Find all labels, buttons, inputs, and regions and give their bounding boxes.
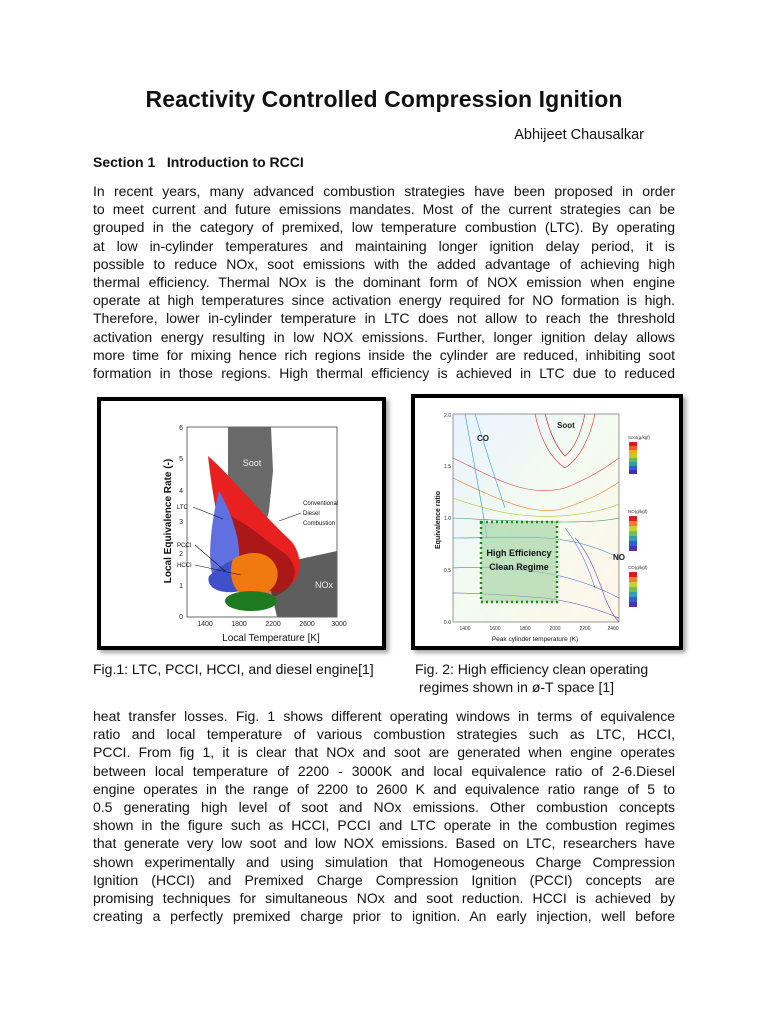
- text-line: ratio and local temperature of various combustion strategies such as LTC, HCCI,: [93, 726, 675, 743]
- x-tick: 2200: [579, 626, 591, 632]
- x-tick: 1400: [459, 626, 471, 632]
- green-region: [225, 591, 277, 611]
- x-tick: 2400: [607, 626, 619, 632]
- figure-2-plot: [415, 398, 679, 646]
- y-tick: 0.0: [444, 620, 451, 626]
- soot-label: Soot: [242, 458, 262, 468]
- document-title: Reactivity Controlled Compression Ignition: [145, 86, 623, 112]
- y-tick: 2.0: [444, 413, 451, 419]
- y-axis-label: Equivalence ratio: [435, 491, 442, 549]
- high-efficiency-label: High Efficiency: [486, 548, 552, 558]
- y-tick: 1: [179, 583, 183, 590]
- y-tick: 2: [179, 551, 183, 558]
- legend-title: NO(g/kgf): [628, 509, 648, 514]
- x-tick: 2000: [549, 626, 561, 632]
- y-axis-label: Local Equivalence Rate (-): [163, 458, 174, 584]
- x-tick: 2200: [265, 621, 281, 628]
- author-name: Abhijeet Chausalkar: [514, 127, 644, 143]
- x-tick: 1800: [519, 626, 531, 632]
- text-line: heat transfer losses. Fig. 1 shows different operating windows in terms of equivalence: [93, 708, 675, 724]
- figure-1-caption: Fig.1: LTC, PCCI, HCCI, and diesel engine[1]: [93, 661, 374, 677]
- clean-regime-label: Clean Regime: [489, 562, 549, 572]
- x-axis-label: Peak cylinder temperature (K): [491, 636, 579, 643]
- figure-2-caption-line-2: regimes shown in ø-T space [1]: [419, 679, 615, 695]
- conventional-label: Conventional: [303, 501, 339, 507]
- hcci-label: HCCI: [177, 563, 192, 569]
- x-tick: 1600: [489, 626, 501, 632]
- legend-no: [629, 516, 637, 551]
- text-line: PCCI. From fig 1, it is clear that NOx and soot are generated when engine operates: [93, 744, 675, 761]
- text-line: grouped in the category of premixed, low temperature combustion (LTC). By operating: [93, 219, 675, 236]
- text-line: shown in the figure such as HCCI, PCCI and LTC operate in the combustion regimes: [93, 817, 675, 834]
- y-tick: 0: [179, 614, 183, 621]
- paragraph-2: [93, 707, 675, 925]
- legend-soot: [629, 442, 637, 474]
- text-line: activation energy resulting in low NOX emissions. Further, longer ignition delay allows: [93, 328, 675, 345]
- text-line: shown experimentally and using simulation that Homogeneous Charge Compression: [93, 853, 675, 870]
- y-tick: 1.5: [444, 464, 451, 470]
- figure-1: [97, 397, 386, 650]
- text-line: Therefore, lower in-cylinder temperature in LTC does not allow to reach the threshold: [93, 310, 675, 327]
- y-tick: 5: [179, 456, 183, 463]
- diesel-label: Diesel: [303, 511, 320, 517]
- soot-label: Soot: [557, 421, 575, 430]
- text-line: to meet current and future emissions mandates. Most of the current strategies can be: [93, 201, 675, 218]
- text-line: engine operates in the range of 2200 to 2600 K and equivalence ratio range of 5 to: [93, 780, 675, 797]
- text-line: In recent years, many advanced combustion strategies have been proposed in order: [93, 183, 675, 199]
- text-line: more time for mixing hence rich regions inside the cylinder are reduced, inhibiting soot: [93, 346, 675, 363]
- paragraph-1: [93, 182, 675, 382]
- legend-title: CO(g/kgf): [628, 565, 648, 570]
- text-line: possible to reduce NOx, soot emissions with the added advantage of achieving high: [93, 255, 675, 272]
- x-tick: 1400: [197, 621, 213, 628]
- text-line: creating a perfectly premixed charge prior to ignition. An early injection, well before: [93, 908, 675, 925]
- ltc-label: LTC: [177, 505, 188, 511]
- pcci-label: PCCI: [177, 543, 192, 549]
- text-line: that generate very low soot and low NOX emissions. Based on LTC, researchers have: [93, 835, 675, 852]
- y-tick: 3: [179, 519, 183, 526]
- figure-2: [411, 394, 683, 650]
- text-line: thermal efficiency. Thermal NOx is the dominant form of NOX emission when engine: [93, 274, 675, 291]
- section-heading: Section 1 Introduction to RCCI: [93, 154, 304, 170]
- legend-title: Soot(g/kgf): [628, 435, 651, 440]
- text-line: between local temperature of 2200 - 3000K and local equivalence ratio of 2-6.Diesel: [93, 762, 675, 779]
- y-tick: 0.5: [444, 568, 451, 574]
- x-axis-label: Local Temperature [K]: [222, 633, 320, 644]
- x-tick: 1800: [231, 621, 247, 628]
- x-tick: 3000: [331, 621, 347, 628]
- text-line: Ignition (HCCI) and Premixed Charge Compression Ignition (PCCI) concepts are: [93, 871, 675, 888]
- no-label: NO: [613, 553, 625, 562]
- figure-1-plot: [101, 401, 382, 646]
- co-label: CO: [477, 434, 489, 443]
- text-line: at low in-cylinder temperatures and maintaining longer ignition delay period, it is: [93, 237, 675, 254]
- text-line: operate at high temperatures since activation energy required for NO formation is high.: [93, 292, 675, 309]
- x-tick: 2600: [299, 621, 315, 628]
- legend-co: [629, 572, 637, 607]
- figure-2-caption-line-1: Fig. 2: High efficiency clean operating: [415, 661, 649, 677]
- y-tick: 4: [179, 488, 183, 495]
- text-line: 0.5 generating high level of soot and NOx emissions. Other combustion concepts: [93, 799, 675, 816]
- text-line: promising techniques for simultaneous NOx and soot reduction. HCCI is achieved by: [93, 890, 675, 907]
- combustion-label: Combustion: [303, 521, 336, 527]
- nox-label: NOx: [315, 580, 333, 590]
- text-line: formation in those regions. High thermal efficiency is achieved in LTC due to reduced: [93, 365, 675, 382]
- y-tick: 6: [179, 425, 183, 432]
- y-tick: 1.0: [444, 516, 451, 522]
